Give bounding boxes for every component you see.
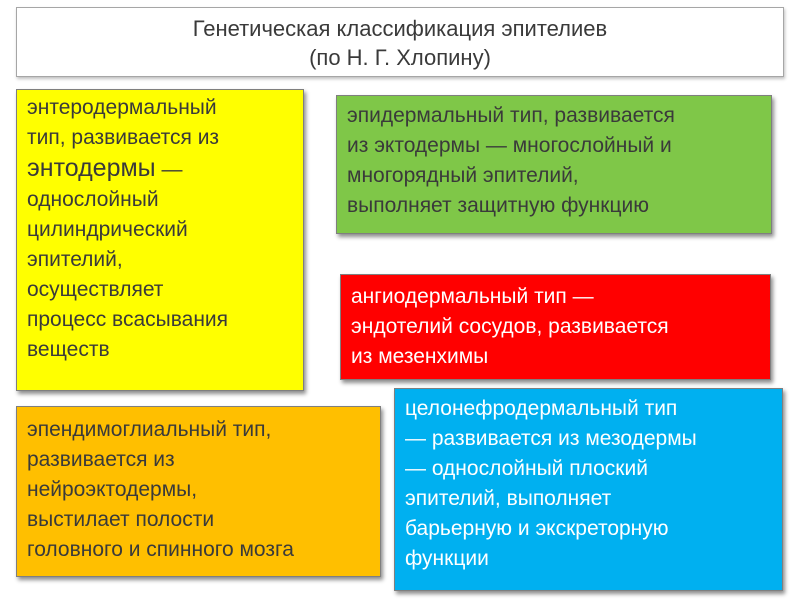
epidermal-line-1: эпидермальный тип, развивается bbox=[347, 104, 675, 127]
ependymoglial-line-3: нейроэктодермы, bbox=[27, 478, 198, 501]
enterodermal-line-6: эпителий, bbox=[27, 248, 123, 271]
enterodermal-line-3 bbox=[27, 153, 293, 185]
coelonephrodermal-type-box bbox=[394, 388, 783, 591]
enterodermal-line-1: энтеродермальный bbox=[27, 96, 217, 119]
ependymoglial-line-5: головного и спинного мозга bbox=[27, 538, 294, 561]
coelonephrodermal-line-6: функции bbox=[405, 547, 489, 570]
enterodermal-line-2: тип, развивается из bbox=[27, 126, 220, 149]
angiodermal-line-2: эндотелий сосудов, развивается bbox=[351, 315, 669, 338]
epidermal-line-3: многорядный эпителий, bbox=[347, 164, 579, 187]
enterodermal-line-8: процесс всасывания bbox=[27, 308, 229, 331]
angiodermal-type-box bbox=[340, 274, 771, 380]
enterodermal-line-4: однослойный bbox=[27, 188, 159, 211]
enterodermal-line-3-rest: — bbox=[155, 158, 183, 181]
ependymoglial-line-4: выстилает полости bbox=[27, 508, 215, 531]
ependymoglial-line-1: эпендимоглиальный тип, bbox=[27, 418, 272, 441]
enterodermal-line-9: веществ bbox=[27, 338, 110, 361]
title-line-1: Генетическая классификация эпителиев bbox=[192, 16, 608, 41]
title-line-2: (по Н. Г. Хлопину) bbox=[309, 45, 491, 70]
angiodermal-line-3: из мезенхимы bbox=[351, 345, 489, 368]
coelonephrodermal-line-2: — развивается из мезодермы bbox=[405, 427, 697, 450]
enterodermal-type-box bbox=[16, 89, 304, 391]
title-box bbox=[16, 7, 784, 77]
endoderm-term: энтодермы bbox=[27, 154, 156, 182]
coelonephrodermal-line-3: — однослойный плоский bbox=[405, 457, 648, 480]
enterodermal-line-7: осуществляет bbox=[27, 278, 164, 301]
coelonephrodermal-line-1: целонефродермальный тип bbox=[405, 397, 678, 420]
ependymoglial-line-2: развивается из bbox=[27, 448, 175, 471]
epidermal-type-box bbox=[336, 95, 772, 234]
angiodermal-line-1: ангиодермальный тип — bbox=[351, 285, 594, 308]
epidermal-line-2: из эктодермы — многослойный и bbox=[347, 134, 672, 157]
coelonephrodermal-line-4: эпителий, выполняет bbox=[405, 487, 612, 510]
enterodermal-line-5: цилиндрический bbox=[27, 218, 188, 241]
ependymoglial-type-box bbox=[16, 406, 381, 577]
coelonephrodermal-line-5: барьерную и экскреторную bbox=[405, 517, 669, 540]
epidermal-line-4: выполняет защитную функцию bbox=[347, 194, 649, 217]
